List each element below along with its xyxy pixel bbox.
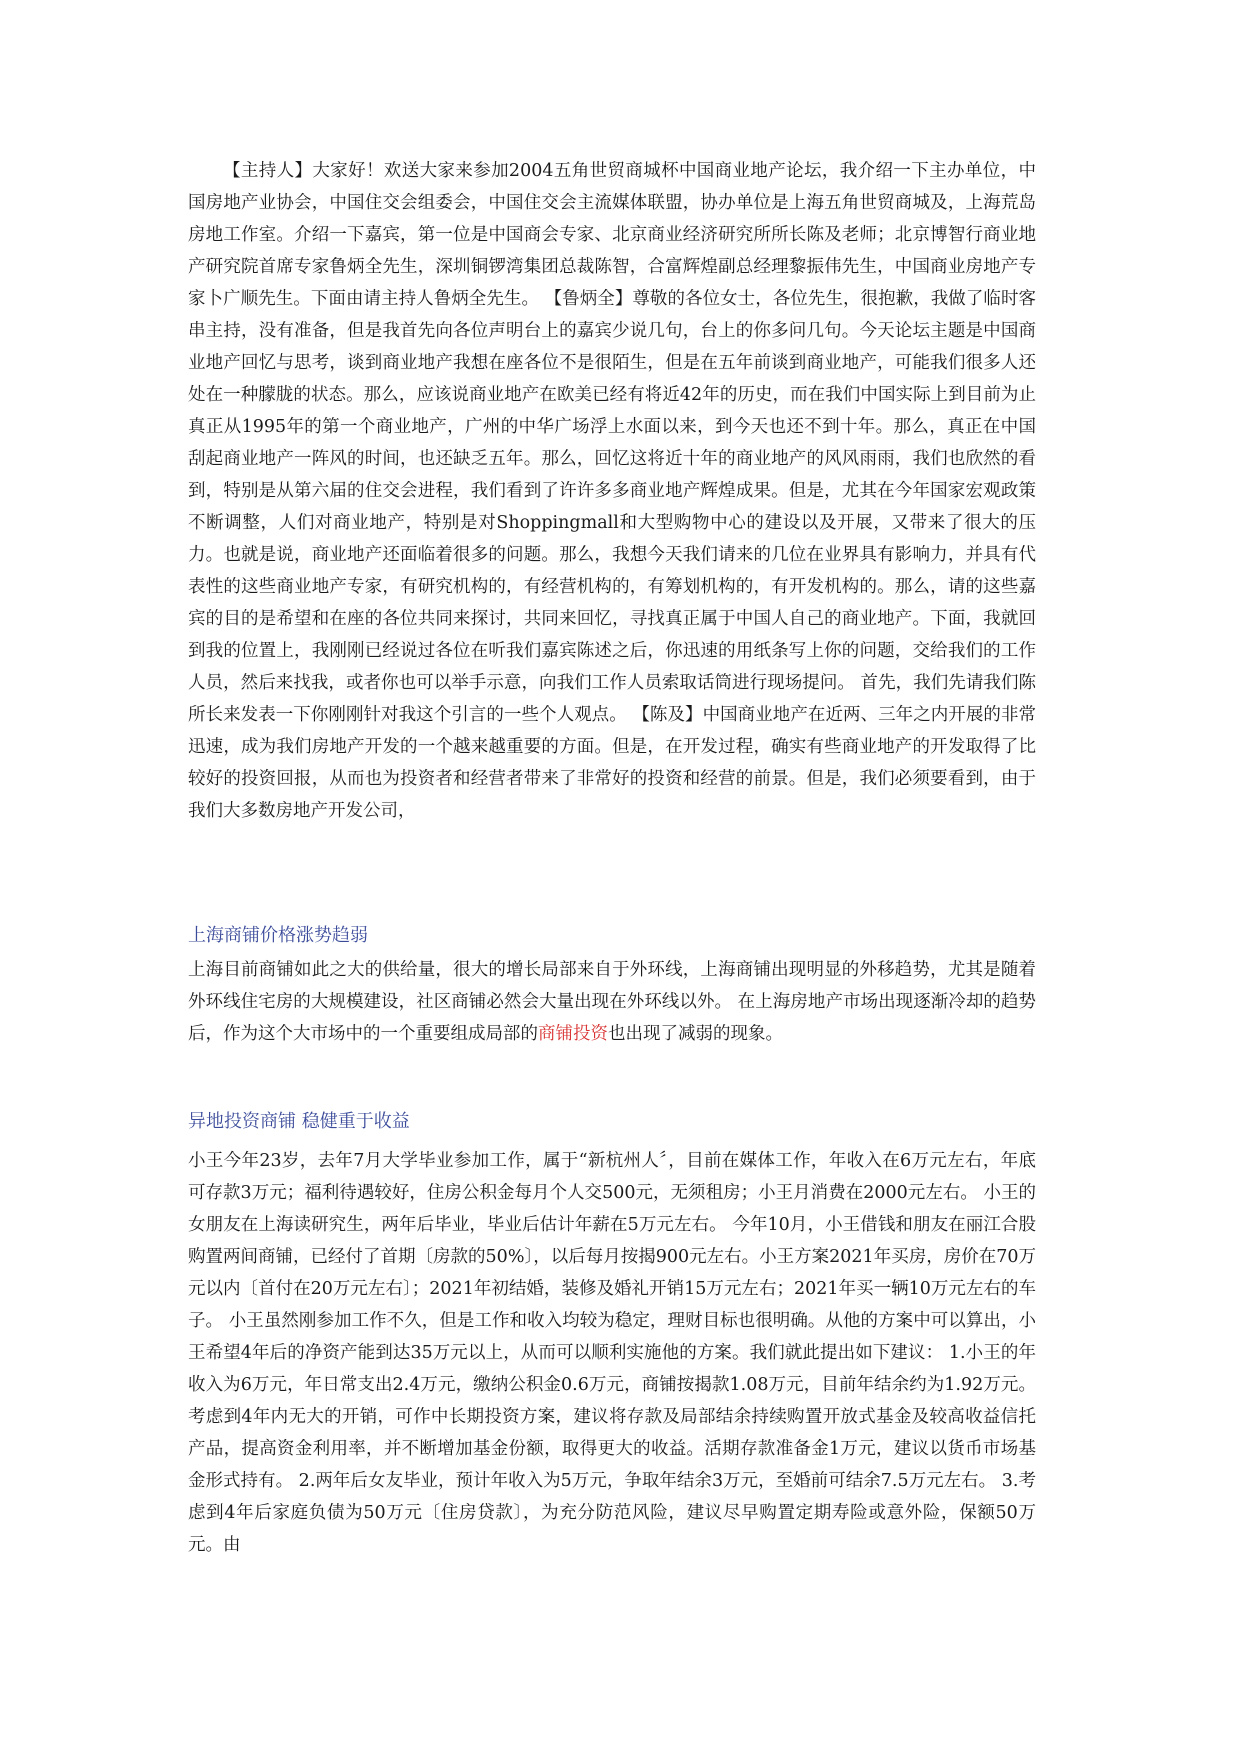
section-heading-shanghai-shops: 上海商铺价格涨势趋弱 bbox=[188, 925, 368, 946]
section-paragraph-remote-investment: 小王今年23岁，去年7月大学毕业参加工作，属于“新杭州人〞，目前在媒体工作，年收入在6万元左右，年底可存款3万元；福利待遇较好，住房公积金每月个人交500元，无须租房；小王月消费在2000元左右。 小王的女朋友在上海读研究生，两年后毕业，毕业后估计年薪在5万元左右。 今年10月，小王借钱和朋友在丽江合股购置两间商铺，已经付了首期〔房款的50%〕，以后每月按揭900元左右。小王方案2021年买房，房价在70万元以内〔首付在20万元左右〕；2021年初结婚，装修及婚礼开销15万元左右；2021年买一辆10万元左右的车子。 小王虽然刚参加工作不久，但是工作和收入均较为稳定，理财目标也很明确。从他的方案中可以算出，小王希望4年后的净资产能到达35万元以上，从而可以顺利实施他的方案。我们就此提出如下建议： 1.小王的年收入为6万元，年日常支出2.4万元，缴纳公积金0.6万元，商铺按揭款1.08万元，目前年结余约为1.92万元。考虑到4年内无大的开销，可作中长期投资方案，建议将存款及局部结余持续购置开放式基金及较高收益信托产品，提高资金利用率，并不断增加基金份额，取得更大的收益。活期存款准备金1万元，建议以货币市场基金形式持有。 2.两年后女友毕业，预计年收入为5万元，争取年结余3万元，至婚前可结余7.5万元左右。 3.考虑到4年后家庭负债为50万元〔住房贷款〕，为充分防范风险，建议尽早购置定期寿险或意外险，保额50万元。由 bbox=[188, 1151, 1036, 1555]
paragraph-text: 上海目前商铺如此之大的供给量，很大的增长局部来自于外环线，上海商铺出现明显的外移趋势，尤其是随着外环线住宅房的大规模建设，社区商铺必然会大量出现在外环线以外。 在上海房地产市场出现逐渐冷却的趋势后，作为这个大市场中的一个重要组成局部的 bbox=[188, 960, 1036, 1044]
intro-paragraph: 【主持人】大家好！欢送大家来参加2004五角世贸商城杯中国商业地产论坛，我介绍一下主办单位，中国房地产业协会，中国住交会组委会，中国住交会主流媒体联盟，协办单位是上海五角世贸商城及，上海荒岛房地工作室。介绍一下嘉宾，第一位是中国商会专家、北京商业经济研究所所长陈及老师；北京博智行商业地产研究院首席专家鲁炳全先生，深圳铜锣湾集团总裁陈智，合富辉煌副总经理黎振伟先生，中国商业房地产专家卜广顺先生。下面由请主持人鲁炳全先生。 【鲁炳全】尊敬的各位女士，各位先生，很抱歉，我做了临时客串主持，没有准备，但是我首先向各位声明台上的嘉宾少说几句，台上的你多问几句。今天论坛主题是中国商业地产回忆与思考，谈到商业地产我想在座各位不是很陌生，但是在五年前谈到商业地产，可能我们很多人还处在一种朦胧的状态。那么，应该说商业地产在欧美已经有将近42年的历史，而在我们中国实际上到目前为止真正从1995年的第一个商业地产，广州的中华广场浮上水面以来，到今天也还不到十年。那么，真正在中国刮起商业地产一阵风的时间，也还缺乏五年。那么，回忆这将近十年的商业地产的风风雨雨，我们也欣然的看到，特别是从第六届的住交会进程，我们看到了许许多多商业地产辉煌成果。但是，尤其在今年国家宏观政策不断调整，人们对商业地产，特别是对Shoppingmall和大型购物中心的建设以及开展，又带来了很大的压力。也就是说，商业地产还面临着很多的问题。那么，我想今天我们请来的几位在业界具有影响力，并具有代表性的这些商业地产专家，有研究机构的，有经营机构的，有筹划机构的，有开发机构的。那么，请的这些嘉宾的目的是希望和在座的各位共同来探讨，共同来回忆，寻找真正属于中国人自己的商业地产。下面，我就回到我的位置上，我刚刚已经说过各位在听我们嘉宾陈述之后，你迅速的用纸条写上你的问题，交给我们的工作人员，然后来找我，或者你也可以举手示意，向我们工作人员索取话筒进行现场提问。 首先，我们先请我们陈所长来发表一下你刚刚针对我这个引言的一些个人观点。 【陈及】中国商业地产在近两、三年之内开展的非常迅速，成为我们房地产开发的一个越来越重要的方面。但是，在开发过程，确实有些商业地产的开发取得了比较好的投资回报，从而也为投资者和经营者带来了非常好的投资和经营的前景。但是，我们必须要看到，由于我们大多数房地产开发公司， bbox=[188, 161, 1036, 821]
section-heading-remote-investment: 异地投资商铺 稳健重于收益 bbox=[188, 1111, 410, 1132]
paragraph-text: 也出现了减弱的现象。 bbox=[608, 1024, 783, 1044]
shop-investment-link[interactable]: 商铺投资 bbox=[538, 1024, 608, 1044]
section-paragraph-shanghai-shops bbox=[188, 954, 1036, 1050]
